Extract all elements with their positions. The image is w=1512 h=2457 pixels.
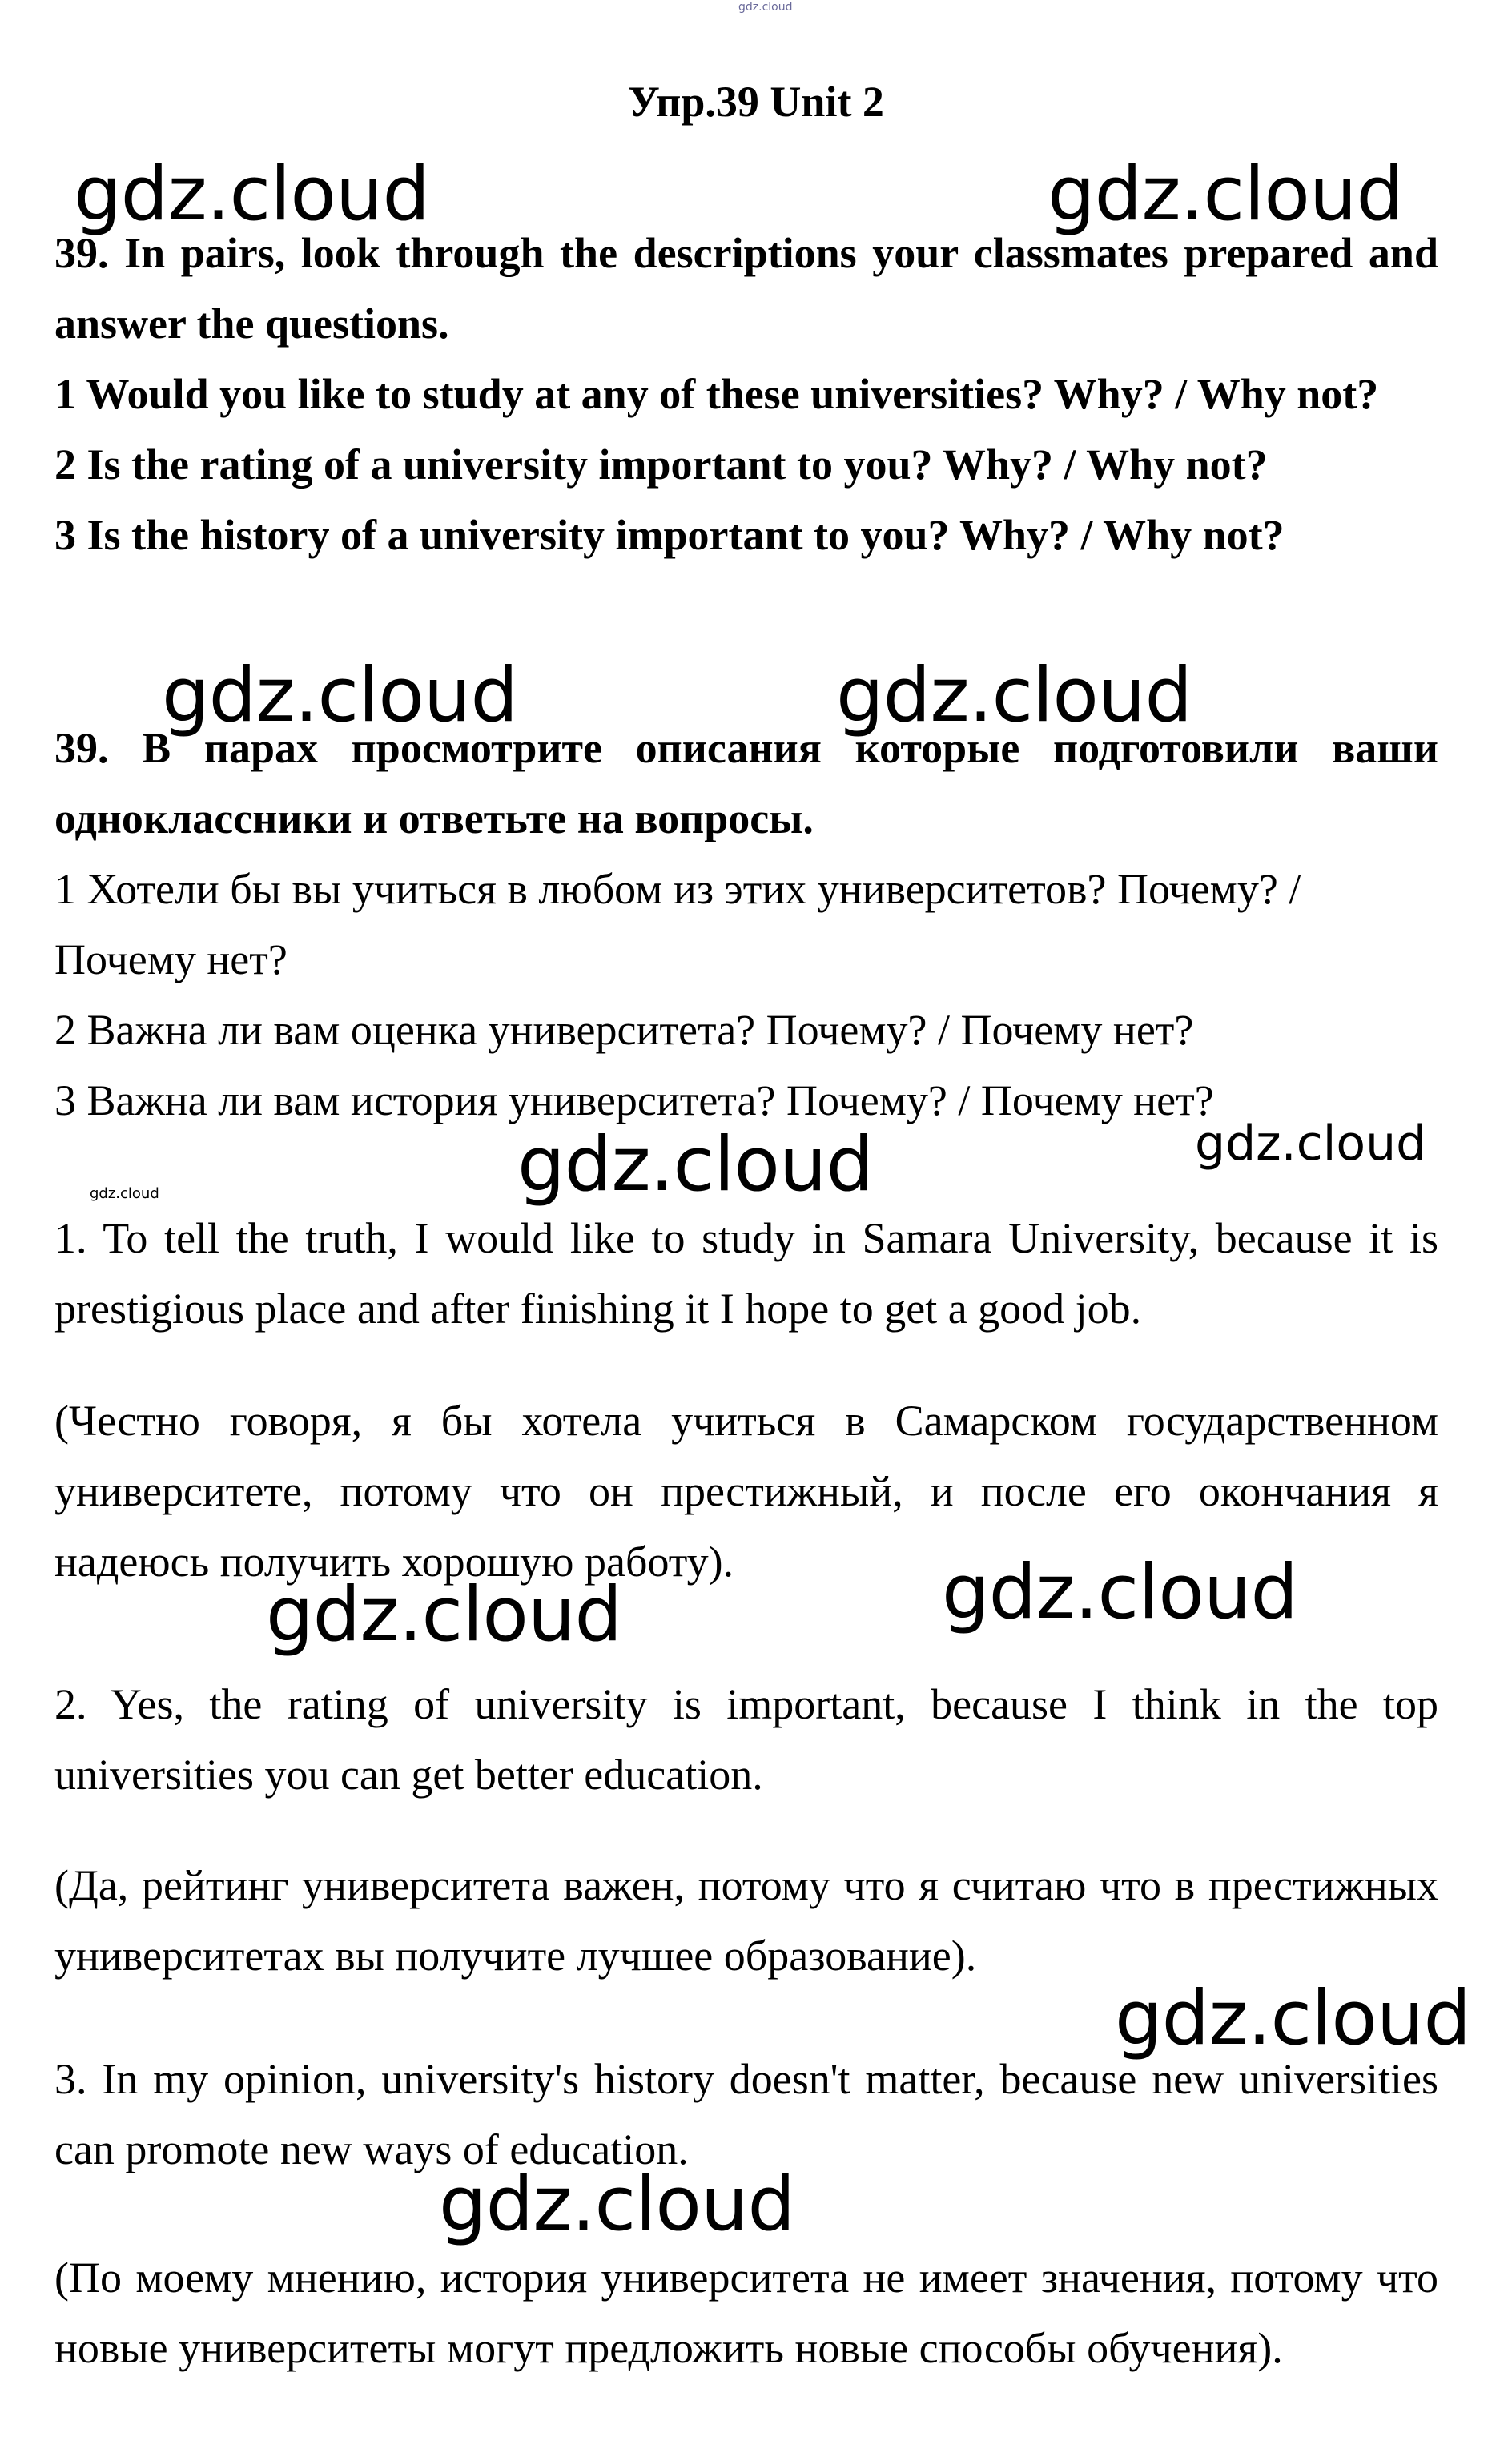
watermark: gdz.cloud — [836, 652, 1192, 739]
watermark: gdz.cloud — [517, 1121, 874, 1208]
header-watermark: gdz.cloud — [738, 1, 793, 14]
task-russian-question-1: 1 Хотели бы вы учиться в любом из этих университетов? Почему? / Почему нет? — [54, 865, 1301, 983]
task-english-question-2: 2 Is the rating of a university important to you? Why? / Why not? — [54, 440, 1268, 489]
task-russian-intro: 39. В парах просмотрите описания которые подготовили ваши одноклассники и ответьте на вопросы. — [54, 724, 1438, 842]
answer-translation: (Честно говоря, я бы хотела учиться в Самарском государственном университете, потому что он престижный, и после его окончания я надеюсь получить хорошую работу). — [54, 1397, 1438, 1586]
task-russian-question-3: 3 Важна ли вам история университета? Почему? / Почему нет? — [54, 1076, 1214, 1124]
task-english-question-1: 1 Would you like to study at any of these universities? Why? / Why not? — [54, 370, 1379, 418]
answer-3-russian — [54, 2242, 1438, 2383]
watermark: gdz.cloud — [1048, 151, 1404, 238]
task-english-intro: 39. In pairs, look through the descriptions your classmates prepared and answer the questions. — [54, 229, 1438, 348]
watermark: gdz.cloud — [90, 1185, 159, 1202]
watermark: gdz.cloud — [1115, 1975, 1471, 2062]
task-english-question-3: 3 Is the history of a university important to you? Why? / Why not? — [54, 511, 1285, 559]
answer-1-english — [54, 1203, 1438, 1344]
watermark: gdz.cloud — [439, 2161, 795, 2248]
answer-translation: (По моему мнению, история университета не имеет значения, потому что новые университеты могут предложить новые способы обучения). — [54, 2254, 1438, 2372]
task-russian — [54, 713, 1438, 1136]
task-english — [54, 218, 1438, 570]
answer-2-english — [54, 1669, 1438, 1810]
answer-translation: (Да, рейтинг университета важен, потому что я считаю что в престижных университетах вы получите лучшее образование). — [54, 1861, 1438, 1980]
watermark: gdz.cloud — [74, 151, 430, 238]
watermark: gdz.cloud — [1195, 1116, 1427, 1172]
page-title: Упр.39 Unit 2 — [628, 78, 884, 126]
watermark: gdz.cloud — [266, 1571, 622, 1659]
answer-text: 2. Yes, the rating of university is important, because I think in the top universities you can get better education. — [54, 1680, 1438, 1799]
watermark: gdz.cloud — [942, 1549, 1298, 1636]
answer-2-russian — [54, 1850, 1438, 1991]
watermark: gdz.cloud — [162, 652, 518, 739]
answer-text: 3. In my opinion, university's history doesn't matter, because new universities can promote new ways of education. — [54, 2055, 1438, 2174]
task-russian-question-2: 2 Важна ли вам оценка университета? Почему? / Почему нет? — [54, 1006, 1194, 1054]
answer-text: 1. To tell the truth, I would like to study in Samara University, because it is prestigious place and after finishing it I hope to get a good job. — [54, 1214, 1438, 1333]
